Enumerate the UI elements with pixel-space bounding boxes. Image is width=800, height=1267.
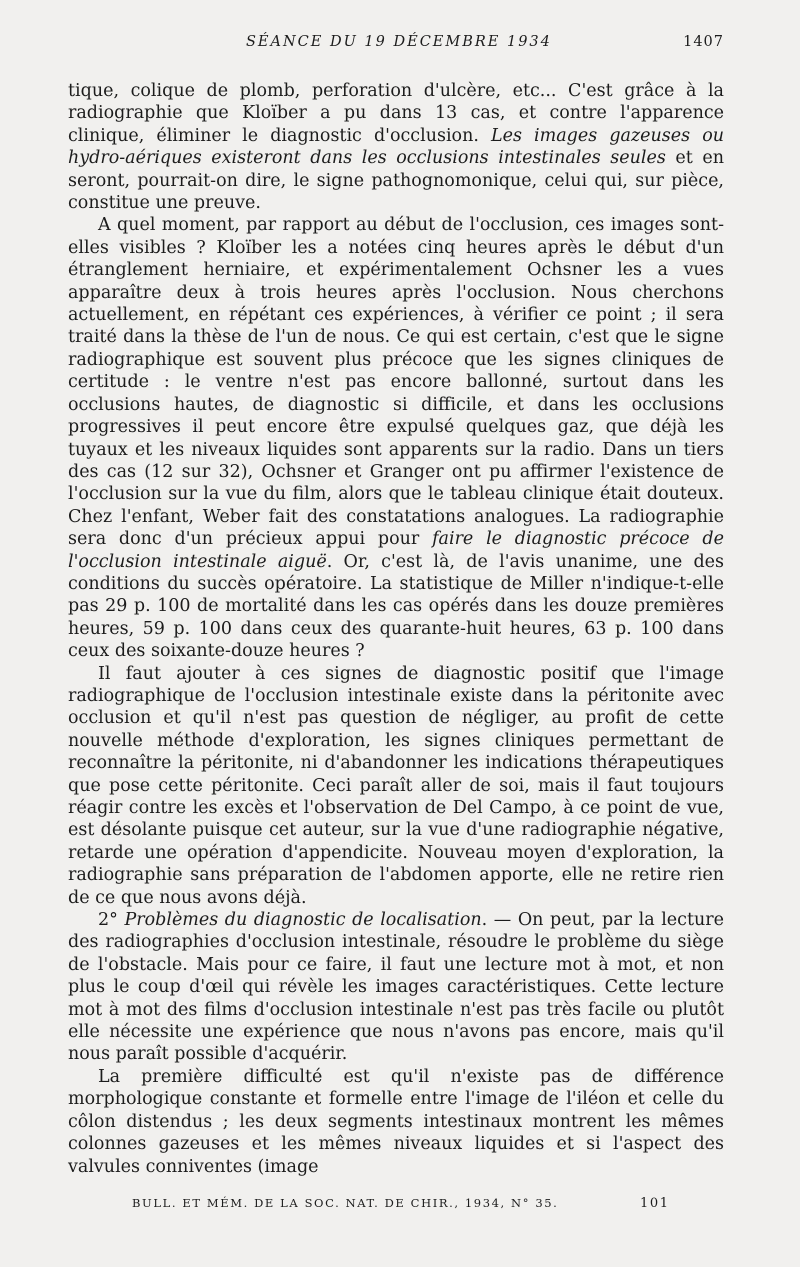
paragraph-emphasis: Les images gazeuses ou hydro-aériques existeront dans les occlusions intestinales seules xyxy=(68,125,725,169)
section-number: 2° xyxy=(98,910,125,931)
paragraph-text: tique, colique de plomb, perforation d'ulcère, etc... C'est grâce à la radiographie que Kloïber a pu dans 13 cas, et contre l'apparence clinique, éliminer le diagnostic d'occlusion. xyxy=(68,81,724,146)
paragraph-text: A quel moment, par rapport au début de l'occlusion, ces images sont-elles visibles ? Kloïber les a notées cinq heures après le début d'un étranglement herniaire, et expérimentalement Ochsner les a vues apparaître deux à trois heures après l'occlusion. Nous cherchons actuellement, en répétant ces expériences, à vérifier ce point ; il sera traité dans la thèse de l'un de nous. Ce qui est certain, c'est que le signe radiographique est souvent plus précoce que les signes cliniques de certitude : le ventre n'est pas encore ballonné, surtout dans les occlusions hautes, de diagnostic si difficile, et dans les occlusions progressives il peut encore être expulsé quelques gaz, que déjà les tuyaux et les niveaux liquides sont apparents sur la radio. Dans un tiers des cas (12 sur 32), Ochsner et Granger ont pu affirmer l'existence de l'occlusion sur la vue du film, alors que le tableau clinique était douteux. Chez l'enfant, Weber fait des constatations analogues. La radiographie sera donc d'un précieux appui pour xyxy=(68,215,724,550)
paragraph-text: . Or, c'est là, de l'avis unanime, une des conditions du succès opératoire. La statistique de Miller n'indique-t-elle pas 29 p. 100 de mortalité dans les cas opérés dans les douze premières heures, 59 p. 100 dans ceux des quarante-huit heures, 63 p. 100 dans ceux des soixante-douze heures ? xyxy=(68,551,724,662)
paragraph-4-section-heading xyxy=(68,909,724,1066)
paragraph-text: et en seront, pourrait-on dire, le signe pathognomonique, celui qui, sur pièce, constitue une preuve. xyxy=(68,148,724,214)
sheet-number: 101 xyxy=(640,1196,670,1211)
paragraph-2 xyxy=(68,214,724,662)
section-title: Problèmes du diagnostic de localisation xyxy=(124,910,482,931)
running-header xyxy=(68,34,724,58)
paragraph-emphasis: faire le diagnostic précoce de l'occlusion intestinale aiguë xyxy=(68,529,724,572)
paragraph-1 xyxy=(68,80,724,214)
paragraph-text: Il faut ajouter à ces signes de diagnostic positif que l'image radiographique de l'occlusion intestinale existe dans la péritonite avec occlusion et qu'il n'est pas question de négliger, au profit de cette nouvelle méthode d'exploration, les signes cliniques permettant de reconnaître la péritonite, ni d'abandonner les indications thérapeutiques que pose cette péritonite. Ceci paraît aller de soi, mais il faut toujours réagir contre les excès et l'observation de Del Campo, à ce point de vue, est désolante puisque cet auteur, sur la vue d'une radiographie négative, retarde une opération d'appendicite. Nouveau moyen d'exploration, la radiographie sans préparation de l'abdomen apporte, elle ne retire rien de ce que nous avons déjà. xyxy=(68,663,724,908)
journal-reference: BULL. ET MÉM. DE LA SOC. NAT. DE CHIR., 1934, N° 35. xyxy=(132,1196,559,1210)
page-number: 1407 xyxy=(683,34,724,50)
paragraph-5 xyxy=(68,1066,724,1178)
page-footer xyxy=(68,1196,724,1216)
article-body xyxy=(68,80,724,1178)
running-title: SÉANCE DU 19 DÉCEMBRE 1934 xyxy=(246,34,552,50)
paragraph-3 xyxy=(68,663,724,909)
paragraph-text: . — On peut, par la lecture des radiographies d'occlusion intestinale, résoudre le problème du siège de l'obstacle. Mais pour ce faire, il faut une lecture mot à mot, et non plus le coup d'œil qui révèle les images caractéristiques. Cette lecture mot à mot des films d'occlusion intestinale n'est pas très facile ou plutôt elle nécessite une expérience que nous n'avons pas encore, mais qu'il nous paraît possible d'acquérir. xyxy=(68,910,724,1065)
paragraph-text: La première difficulté est qu'il n'existe pas de différence morphologique constante et formelle entre l'image de l'iléon et celle du côlon distendus ; les deux segments intestinaux montrent les mêmes colonnes gazeuses et les mêmes niveaux liquides et si l'aspect des valvules conniventes (image xyxy=(68,1066,724,1177)
